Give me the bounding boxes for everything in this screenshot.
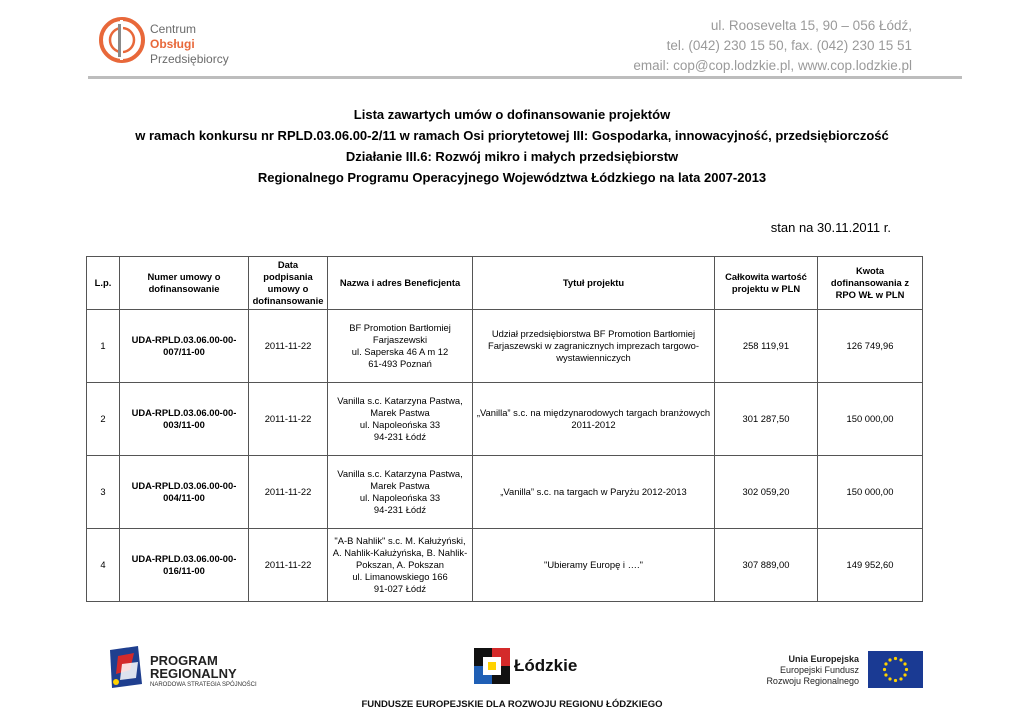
header-kwota: Kwota dofinansowania z RPO WŁ w PLN <box>818 257 923 310</box>
contact-block <box>633 16 912 76</box>
cell-data: 2011-11-22 <box>249 310 328 383</box>
eu-star <box>894 657 897 660</box>
contact-email: email: cop@cop.lodzkie.pl, www.cop.lodzkie.pl <box>633 58 912 73</box>
contact-address: ul. Roosevelta 15, 90 – 056 Łódź, <box>710 18 912 33</box>
title-line-3: Działanie III.6: Rozwój mikro i małych przedsiębiorstw <box>345 149 679 164</box>
cell-kwota: 149 952,60 <box>818 529 923 602</box>
footer-tagline: FUNDUSZE EUROPEJSKIE DLA ROZWOJU REGIONU ŁÓDZKIEGO <box>361 699 663 710</box>
ue-line-3: Rozwoju Regionalnego <box>766 676 859 686</box>
eu-star <box>884 673 887 676</box>
cell-numer <box>120 383 249 456</box>
cell-kwota: 150 000,00 <box>818 383 923 456</box>
table-row <box>87 310 923 383</box>
header-divider <box>88 76 962 79</box>
eu-star <box>899 658 902 661</box>
cell-wartosc: 301 287,50 <box>715 383 818 456</box>
cell-beneficjent-line: ul. Napoleońska 33 <box>359 492 441 503</box>
cell-lp: 3 <box>87 456 120 529</box>
cell-kwota: 126 749,96 <box>818 310 923 383</box>
cell-numer <box>120 310 249 383</box>
cell-tytul <box>473 456 715 529</box>
cell-beneficjent <box>328 383 473 456</box>
cell-beneficjent-line: Vanilla s.c. Katarzyna Pastwa, <box>337 395 463 406</box>
cell-numer-line: 003/11-00 <box>163 419 205 430</box>
ue-line-2: Europejski Fundusz <box>779 665 859 675</box>
cell-beneficjent <box>328 456 473 529</box>
header-tytul: Tytuł projektu <box>473 257 715 310</box>
cell-tytul-line: wystawienniczych <box>556 352 631 363</box>
cell-numer-line: UDA-RPLD.03.06.00-00- <box>131 553 237 564</box>
cell-numer <box>120 529 249 602</box>
cell-tytul <box>473 529 715 602</box>
cell-beneficjent-line: Marek Pastwa <box>370 407 430 418</box>
cell-beneficjent-line: BF Promotion Bartłomiej <box>349 322 451 333</box>
logo-line-1: Centrum <box>150 22 197 36</box>
eu-star <box>894 679 897 682</box>
header-lp: L.p. <box>87 257 120 310</box>
cell-beneficjent-line: Pokszan, A. Pokszan <box>355 559 445 570</box>
footer-logos <box>0 638 1024 693</box>
program-regionalny-icon <box>108 644 144 690</box>
logo-line-3: Przedsiębiorcy <box>150 52 229 66</box>
status-date: stan na 30.11.2011 r. <box>770 220 891 235</box>
cell-numer <box>120 456 249 529</box>
eu-star <box>903 673 906 676</box>
ue-line-1: Unia Europejska <box>788 654 859 664</box>
title-line-4: Regionalnego Programu Operacyjnego Województwa Łódzkiego na lata 2007-2013 <box>257 170 767 185</box>
cell-lp: 4 <box>87 529 120 602</box>
eu-star <box>903 662 906 665</box>
cell-numer-line: 004/11-00 <box>163 492 205 503</box>
cell-tytul-line: "Ubieramy Europę i …." <box>544 559 643 570</box>
cell-tytul-line: 2011-2012 <box>571 419 616 430</box>
lodzkie-logo-icon <box>474 648 510 684</box>
cell-tytul-line: Udział przedsiębiorstwa BF Promotion Bartłomiej <box>491 328 696 339</box>
table-row <box>87 456 923 529</box>
cell-tytul <box>473 383 715 456</box>
cop-logo-text <box>150 22 229 67</box>
cell-beneficjent-line: ul. Limanowskiego 166 <box>352 571 448 582</box>
eu-star <box>883 668 886 671</box>
cell-beneficjent-line: 94-231 Łódź <box>373 431 427 442</box>
cell-wartosc: 307 889,00 <box>715 529 818 602</box>
cell-tytul-line: „Vanilla” s.c. na targach w Paryżu 2012-2013 <box>500 486 687 497</box>
table-row <box>87 529 923 602</box>
cell-numer-line: UDA-RPLD.03.06.00-00- <box>131 407 237 418</box>
table-header-row <box>87 257 923 310</box>
eu-flag-icon <box>868 651 923 688</box>
title-line-2: w ramach konkursu nr RPLD.03.06.00-2/11 w ramach Osi priorytetowej III: Gospodarka, innowacyjność, przedsiębiorczość <box>135 128 889 143</box>
cell-beneficjent-line: A. Nahlik-Kałużyńska, B. Nahlik- <box>332 547 468 558</box>
cell-wartosc: 302 059,20 <box>715 456 818 529</box>
program-line-1: PROGRAM <box>150 653 218 668</box>
cell-numer-line: UDA-RPLD.03.06.00-00- <box>131 480 237 491</box>
cell-beneficjent-line: Marek Pastwa <box>370 480 430 491</box>
eu-star <box>905 668 908 671</box>
header-data: Data podpisania umowy o dofinansowanie <box>249 257 328 310</box>
title-line-1: Lista zawartych umów o dofinansowanie projektów <box>353 107 671 122</box>
cell-beneficjent <box>328 310 473 383</box>
contracts-table <box>86 256 923 602</box>
cell-data: 2011-11-22 <box>249 383 328 456</box>
eu-star <box>888 658 891 661</box>
cell-beneficjent <box>328 529 473 602</box>
cell-beneficjent-line: 61-493 Poznań <box>368 358 432 369</box>
cell-numer-line: UDA-RPLD.03.06.00-00- <box>131 334 237 345</box>
cell-tytul-line: Farjaszewski w zagranicznych imprezach targowo- <box>487 340 699 351</box>
program-regionalny-text <box>150 654 237 680</box>
header-numer: Numer umowy o dofinansowanie <box>120 257 249 310</box>
program-line-2: REGIONALNY <box>150 666 237 681</box>
cell-beneficjent-line: ul. Napoleońska 33 <box>359 419 441 430</box>
cell-beneficjent-line: ul. Saperska 46 A m 12 <box>351 346 449 357</box>
cell-kwota: 150 000,00 <box>818 456 923 529</box>
program-subtitle: NARODOWA STRATEGIA SPÓJNOŚCI <box>150 682 257 688</box>
cell-beneficjent-line: "A-B Nahlik" s.c. M. Kałużyński, <box>334 535 466 546</box>
cell-wartosc: 258 119,91 <box>715 310 818 383</box>
header-beneficjent: Nazwa i adres Beneficjenta <box>328 257 473 310</box>
lodzkie-logo-text: Łódzkie <box>514 656 578 675</box>
cell-beneficjent-line: 94-231 Łódź <box>373 504 427 515</box>
eu-star <box>888 677 891 680</box>
cell-beneficjent-line: Vanilla s.c. Katarzyna Pastwa, <box>337 468 463 479</box>
eu-star <box>884 662 887 665</box>
cell-numer-line: 007/11-00 <box>163 346 205 357</box>
cell-numer-line: 016/11-00 <box>163 565 205 576</box>
logo-line-2: Obsługi <box>150 37 195 51</box>
cell-tytul <box>473 310 715 383</box>
header-wartosc: Całkowita wartość projektu w PLN <box>715 257 818 310</box>
cell-beneficjent-line: 91-027 Łódź <box>373 583 427 594</box>
contact-phone: tel. (042) 230 15 50, fax. (042) 230 15 51 <box>666 38 912 53</box>
ue-text <box>766 654 859 687</box>
cell-beneficjent-line: Farjaszewski <box>372 334 428 345</box>
cell-lp: 2 <box>87 383 120 456</box>
eu-star <box>899 677 902 680</box>
table-row <box>87 383 923 456</box>
cell-data: 2011-11-22 <box>249 529 328 602</box>
cell-tytul-line: „Vanilla” s.c. na międzynarodowych targach branżowych <box>476 407 711 418</box>
cell-lp: 1 <box>87 310 120 383</box>
cell-data: 2011-11-22 <box>249 456 328 529</box>
document-title <box>0 104 1024 188</box>
